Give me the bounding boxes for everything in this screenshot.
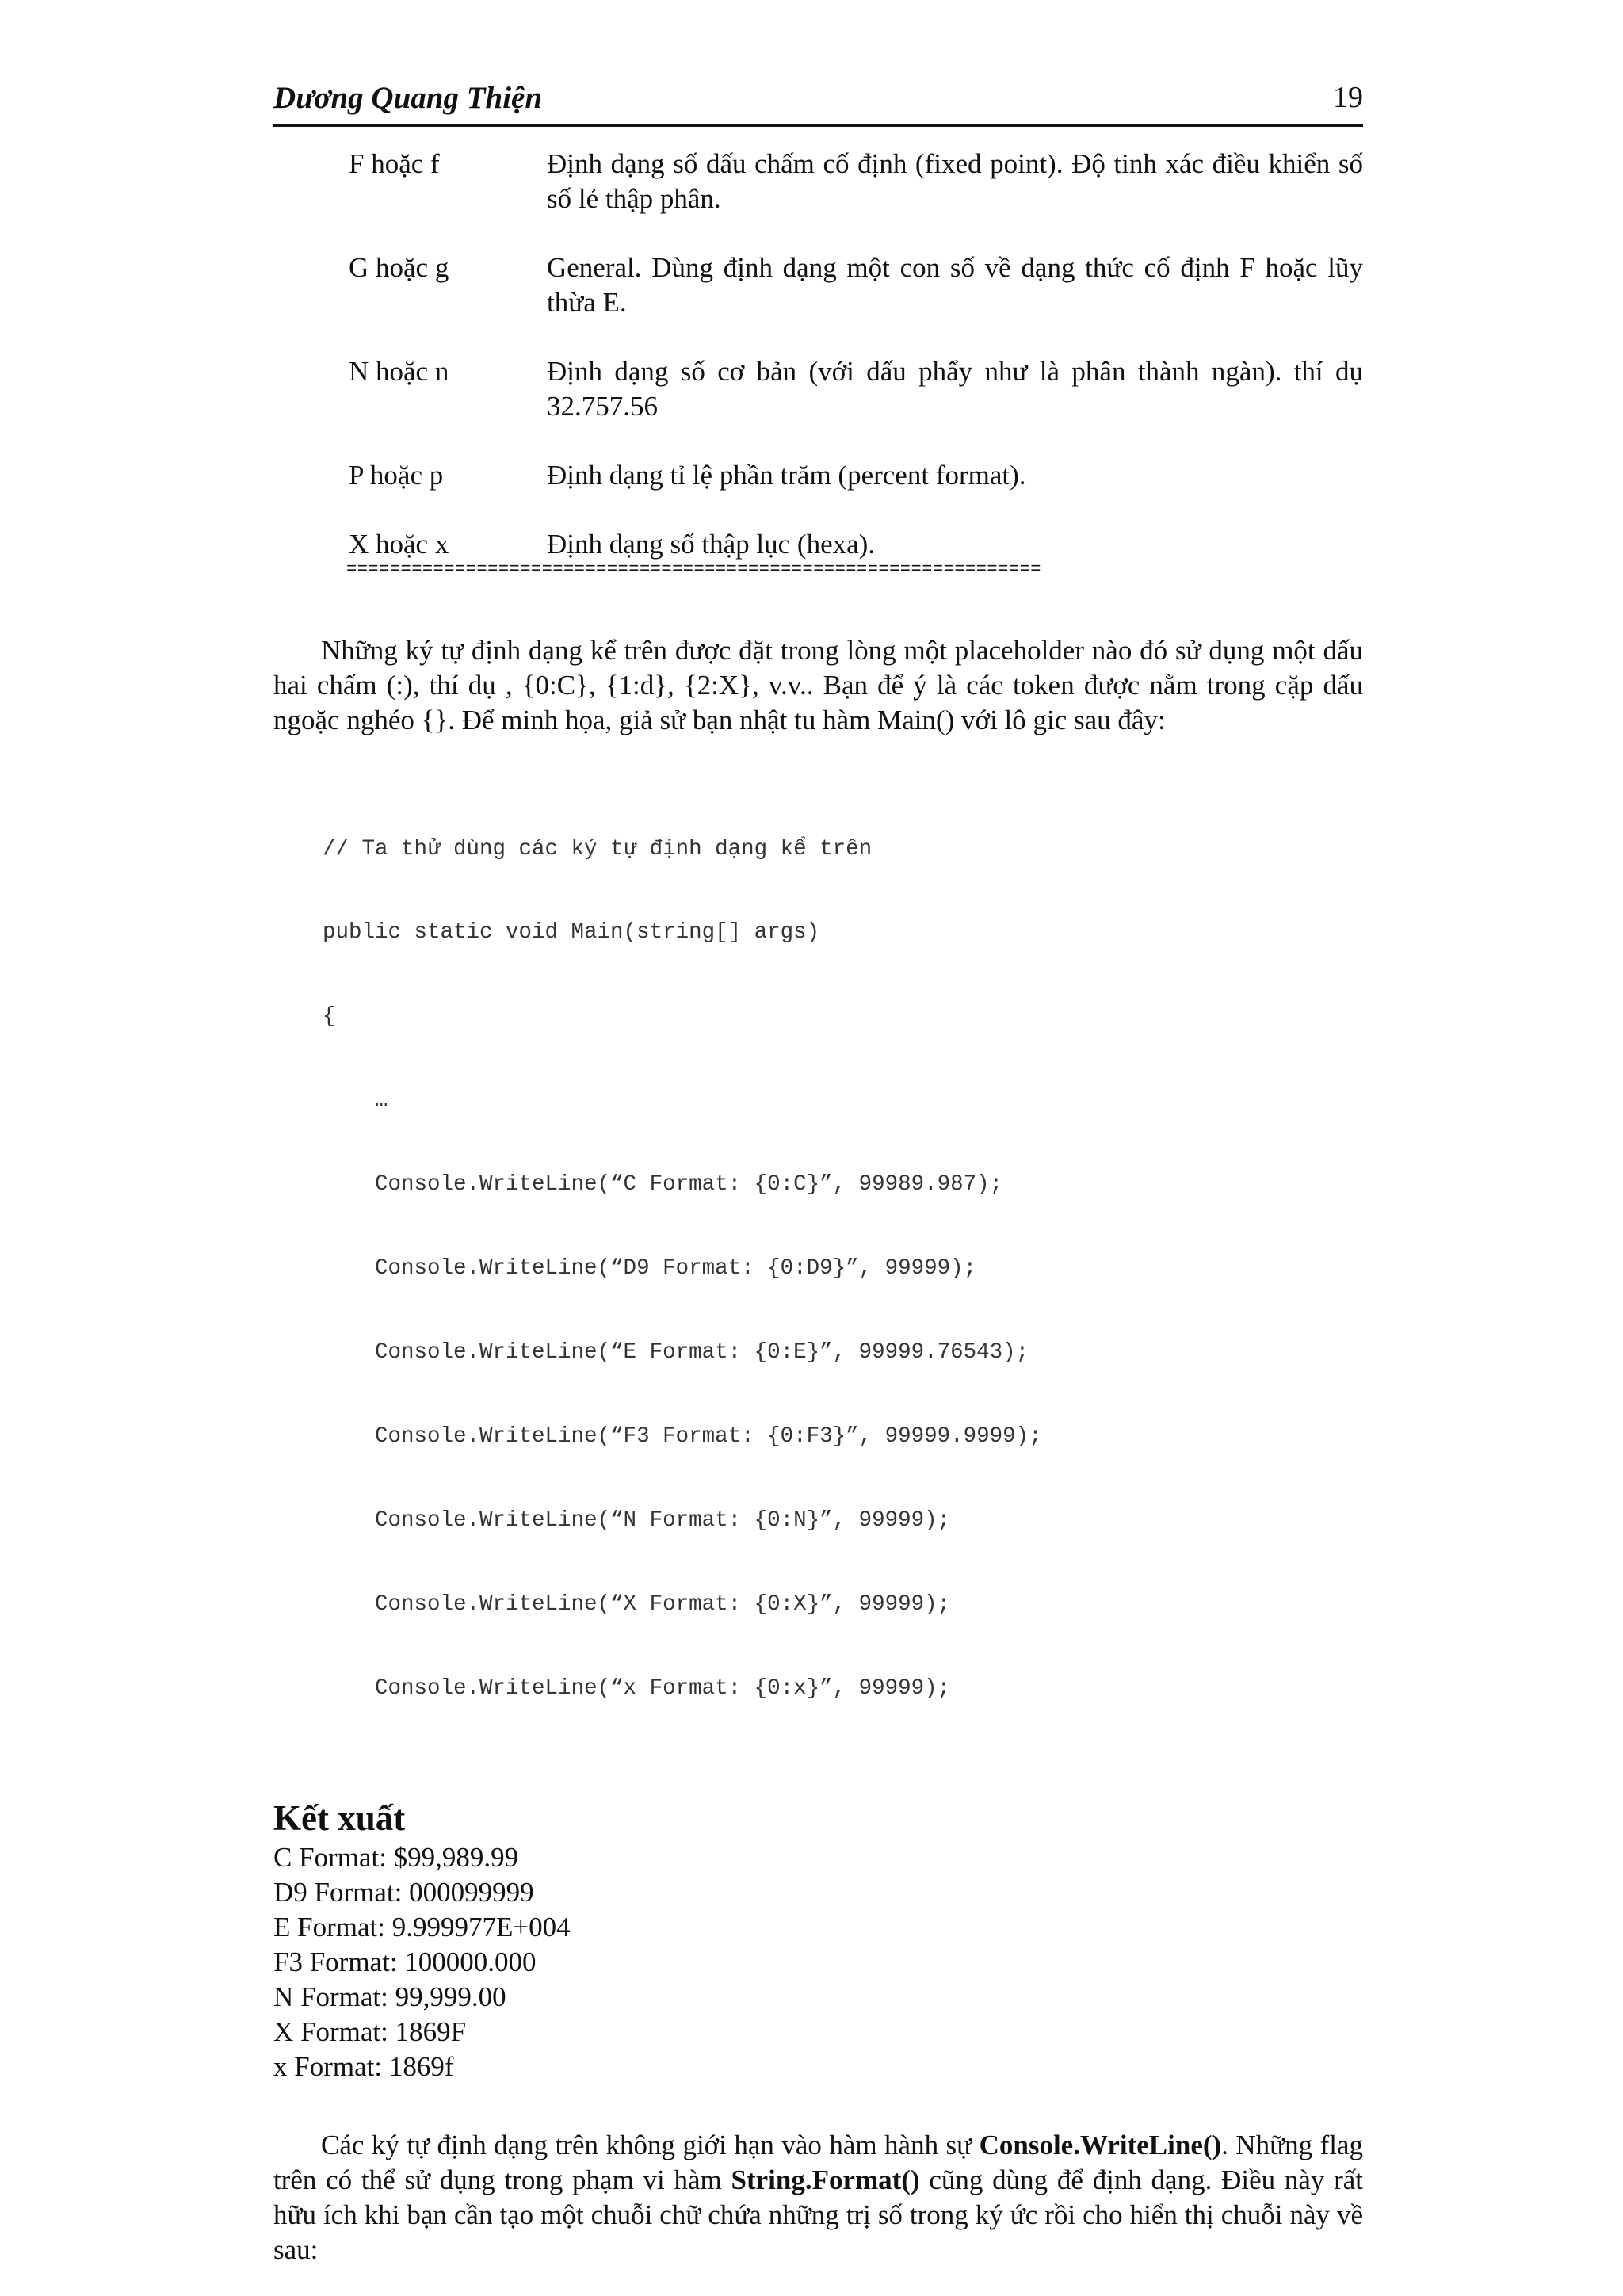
format-code: N hoặc n — [349, 356, 449, 387]
code-line: public static void Main(string[] args) — [323, 920, 820, 946]
document-page — [273, 75, 1363, 2267]
format-description: Định dạng tỉ lệ phần trăm (percent format). — [547, 460, 1026, 491]
output-line: D9 Format: 000099999 — [273, 1877, 534, 1908]
output-line: X Format: 1869F — [273, 2016, 467, 2048]
code-line: Console.WriteLine(“x Format: {0:x}”, 99999); — [323, 1675, 951, 1701]
format-code: X hoặc x — [349, 529, 449, 560]
output-block — [273, 1840, 1363, 2084]
header-author: Dương Quang Thiện — [273, 81, 543, 115]
format-code: F hoặc f — [349, 148, 440, 179]
closing-paragraph — [273, 2128, 1363, 2267]
code-line: Console.WriteLine(“X Format: {0:X}”, 99999); — [323, 1591, 951, 1617]
format-row-g — [349, 250, 1363, 320]
closing-text-3: cũng dùng để định dạng. Điều này rất hữu ích khi bạn cần tạo một chuỗi chữ chứa những trị số trong ký ức rồi cho hiển thị chuỗi này về sau: — [273, 2164, 1364, 2266]
console-writeline-term: Console.WriteLine() — [979, 2130, 1222, 2161]
format-row-p — [349, 458, 1363, 493]
page-header — [273, 75, 1363, 127]
format-specifier-table — [349, 147, 1363, 562]
output-line: F3 Format: 100000.000 — [273, 1946, 537, 1978]
format-code: P hoặc p — [349, 460, 444, 491]
format-description: Định dạng số thập lục (hexa). — [547, 529, 876, 560]
output-heading: Kết xuất — [273, 1798, 406, 1839]
format-row-n — [349, 354, 1363, 424]
code-listing — [323, 779, 1363, 1758]
code-line: { — [323, 1004, 336, 1030]
output-line: E Format: 9.999977E+004 — [273, 1912, 571, 1943]
string-format-term: String.Format() — [731, 2164, 920, 2196]
intro-paragraph: Những ký tự định dạng kể trên được đặt trong lòng một placeholder nào đó sử dụng một dấu hai chấm (:), thí dụ , {0:C}, {1:d}, {2:X}, v.v.. Bạn để ý là các token được nằm trong cặp dấu ngoặc nghéo {}. Để minh họa, giả sử bạn nhật tu hàm Main() với lô gic sau đây: — [273, 635, 1363, 735]
format-row-f — [349, 147, 1363, 216]
output-line: C Format: $99,989.99 — [273, 1842, 519, 1874]
format-description: General. Dùng định dạng một con số về dạng thức cố định F hoặc lũy thừa E. — [547, 252, 1363, 318]
format-code: G hoặc g — [349, 252, 449, 283]
format-description: Định dạng số dấu chấm cố định (fixed point). Độ tinh xác điều khiển số số lẻ thập phân. — [547, 148, 1363, 214]
code-line: … — [323, 1088, 388, 1114]
code-line: Console.WriteLine(“C Format: {0:C}”, 99989.987); — [323, 1172, 1003, 1198]
code-line: Console.WriteLine(“E Format: {0:E}”, 99999.76543); — [323, 1339, 1029, 1365]
code-line: // Ta thử dùng các ký tự định dạng kể trên — [323, 836, 873, 861]
code-line: Console.WriteLine(“N Format: {0:N}”, 99999); — [323, 1507, 951, 1533]
closing-text-2: . Những flag trên có thể sử dụng trong phạm vi hàm — [273, 2130, 1363, 2196]
separator-line: ================================================================ — [346, 560, 1041, 579]
code-line: Console.WriteLine(“F3 Format: {0:F3}”, 99999.9999); — [323, 1423, 1042, 1449]
format-row-x — [349, 527, 1363, 562]
format-description: Định dạng số cơ bản (với dấu phẩy như là phân thành ngàn). thí dụ 32.757.56 — [547, 356, 1363, 422]
closing-text-1: Các ký tự định dạng trên không giới hạn vào hàm hành sự — [321, 2130, 980, 2161]
code-line: Console.WriteLine(“D9 Format: {0:D9}”, 99999); — [323, 1256, 977, 1282]
page-number: 19 — [1333, 81, 1363, 114]
output-line: N Format: 99,999.00 — [273, 1981, 506, 2013]
output-line: x Format: 1869f — [273, 2051, 454, 2083]
